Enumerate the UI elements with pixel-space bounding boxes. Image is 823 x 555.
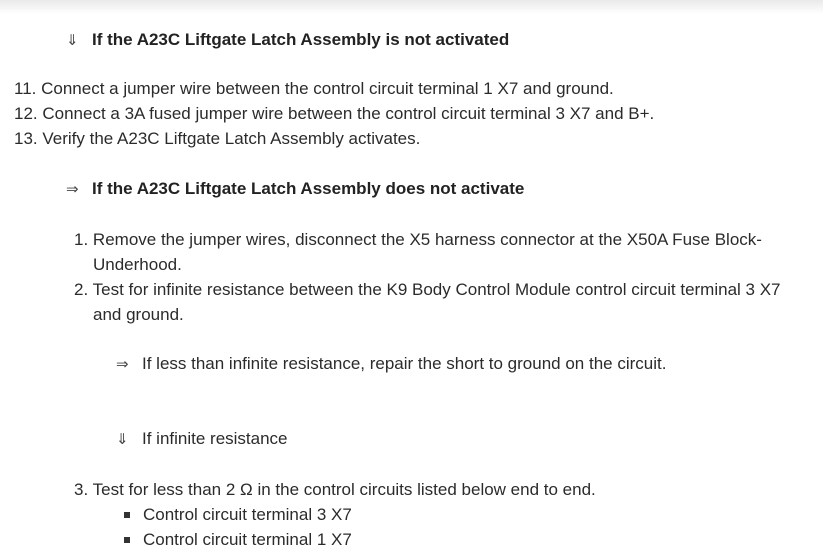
bullet-icon <box>124 537 130 543</box>
result-infinite <box>116 428 288 451</box>
step-13 <box>14 128 420 150</box>
result-less-than-infinite <box>116 353 666 376</box>
result-text: If less than infinite resistance, repair the short to ground on the circuit. <box>142 354 667 373</box>
substep-number: 1. <box>74 230 89 249</box>
substep-2-continued <box>93 304 184 326</box>
substep-text: and ground. <box>93 305 184 324</box>
substep-1-continued <box>93 254 182 276</box>
substep-text: Underhood. <box>93 255 182 274</box>
heading-does-not-activate <box>66 178 524 201</box>
heading-not-activated <box>66 29 509 52</box>
step-text: Connect a jumper wire between the control circuit terminal 1 X7 and ground. <box>41 79 614 98</box>
step-12 <box>14 103 654 125</box>
bullet-item <box>143 529 352 551</box>
substep-2 <box>74 279 781 301</box>
step-text: Connect a 3A fused jumper wire between the control circuit terminal 3 X7 and B+. <box>42 104 655 123</box>
heading-text: If the A23C Liftgate Latch Assembly is not activated <box>92 30 510 49</box>
bullet-icon <box>124 512 130 518</box>
substep-number: 3. <box>74 480 89 499</box>
right-arrow-icon: ⇒ <box>116 356 129 373</box>
top-gradient-bar <box>0 0 823 14</box>
step-number: 12. <box>14 104 38 123</box>
substep-text: Test for infinite resistance between the K9 Body Control Module control circuit terminal 3 X7 <box>92 280 781 299</box>
substep-text: Remove the jumper wires, disconnect the X5 harness connector at the X50A Fuse Block- <box>92 230 762 249</box>
down-arrow-icon: ⇓ <box>116 431 129 448</box>
result-text: If infinite resistance <box>142 429 288 448</box>
step-text: Verify the A23C Liftgate Latch Assembly activates. <box>42 129 421 148</box>
right-arrow-icon: ⇒ <box>66 181 79 198</box>
bullet-item <box>143 504 352 526</box>
heading-text: If the A23C Liftgate Latch Assembly does not activate <box>92 179 525 198</box>
bullet-text: Control circuit terminal 3 X7 <box>143 505 352 524</box>
substep-1 <box>74 229 762 251</box>
substep-text: Test for less than 2 Ω in the control circuits listed below end to end. <box>92 480 596 499</box>
step-number: 13. <box>14 129 38 148</box>
substep-number: 2. <box>74 280 89 299</box>
step-11 <box>14 78 614 100</box>
down-arrow-icon: ⇓ <box>66 32 79 49</box>
substep-3 <box>74 479 596 501</box>
bullet-text: Control circuit terminal 1 X7 <box>143 530 352 549</box>
step-number: 11. <box>14 79 37 98</box>
